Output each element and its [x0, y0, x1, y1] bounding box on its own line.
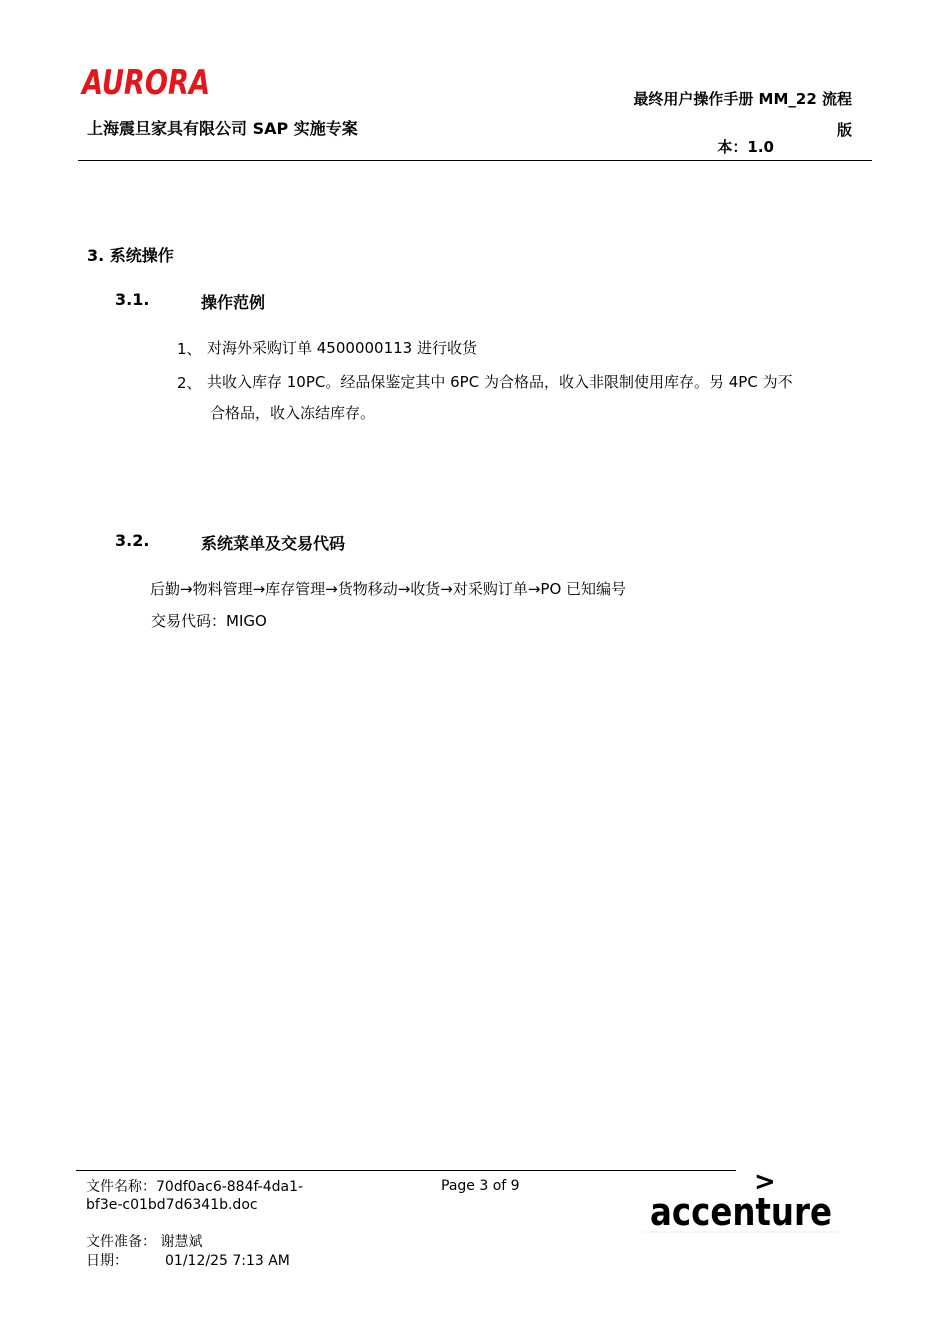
document-title-line1: 最终用户操作手册 MM_22 流程	[633, 90, 852, 108]
section-title: 系统操作	[109, 246, 174, 265]
date-value: 01/12/25 7:13 AM	[165, 1253, 290, 1269]
list-item-number: 2、	[177, 374, 202, 392]
header-divider	[78, 160, 872, 161]
aurora-logo-text: AURORA	[79, 63, 210, 103]
document-version: 本：1.0	[717, 138, 774, 156]
footer-date	[86, 1252, 128, 1270]
preparer-value: 谢慧斌	[160, 1234, 203, 1250]
accenture-mark: >	[754, 1167, 776, 1197]
company-name: 上海震旦家具有限公司 SAP 实施专案	[87, 119, 358, 138]
date-label: 日期：	[86, 1253, 128, 1269]
list-item-text: 共收入库存 10PC。经品保鉴定其中 6PC 为合格品，收入非限制使用库存。另 4PC 为不	[207, 373, 793, 391]
subsection-title-3-1: 操作范例	[201, 293, 266, 312]
list-item-number: 1、	[177, 340, 202, 358]
subsection-number-3-1: 3.1.	[115, 290, 150, 309]
filename-label: 文件名称：	[86, 1179, 156, 1195]
footer-preparer	[86, 1233, 202, 1251]
transaction-code: 交易代码：MIGO	[151, 612, 267, 630]
document-title-line2: 版	[836, 121, 852, 139]
filename-value: 70df0ac6-884f-4da1-	[156, 1179, 304, 1195]
subsection-number-3-2: 3.2.	[115, 531, 150, 550]
section-number: 3.	[87, 246, 105, 265]
preparer-label: 文件准备：	[86, 1234, 156, 1250]
page-number: Page 3 of 9	[441, 1178, 520, 1194]
list-item-text-continued: 合格品，收入冻结库存。	[210, 404, 376, 422]
accenture-logo	[643, 1168, 841, 1234]
subsection-title-3-2: 系统菜单及交易代码	[201, 534, 346, 553]
filename-value-continued: bf3e-c01bd7d6341b.doc	[86, 1197, 258, 1213]
list-item-text: 对海外采购订单 4500000113 进行收货	[207, 339, 477, 357]
menu-path: 后勤→物料管理→库存管理→货物移动→收货→对采购订单→PO 已知编号	[150, 580, 627, 598]
footer-filename	[86, 1178, 303, 1214]
accenture-logo-text: accenture	[650, 1190, 832, 1234]
aurora-logo	[79, 62, 214, 103]
section-heading	[87, 243, 174, 266]
footer-divider	[76, 1170, 736, 1171]
